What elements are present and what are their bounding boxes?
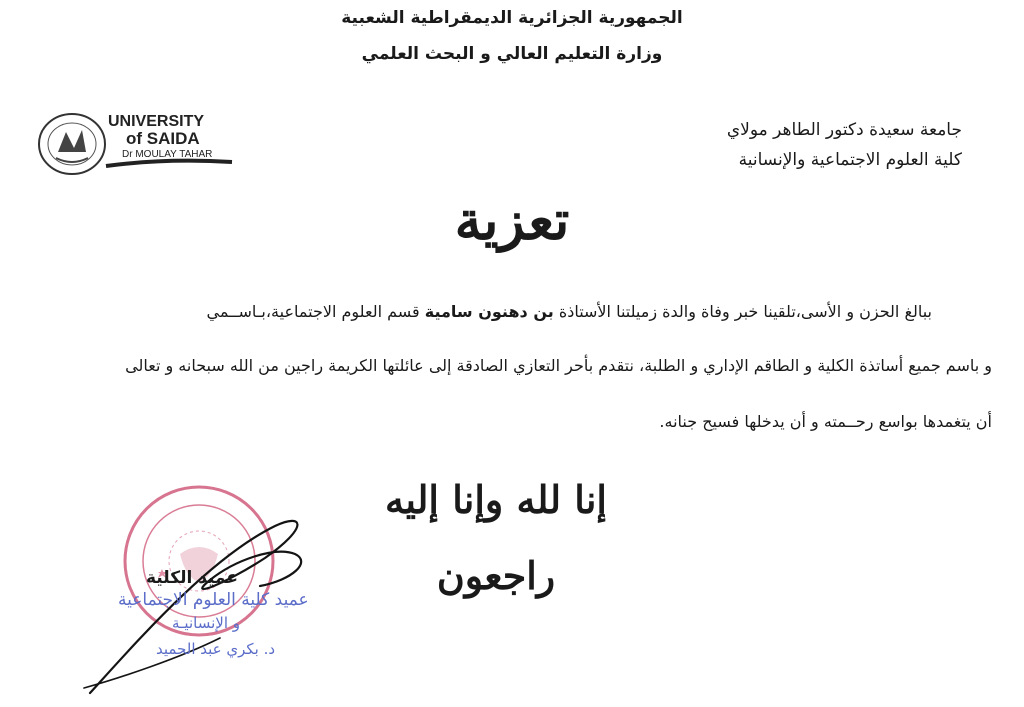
ministry-header: وزارة التعليم العالي و البحث العلمي [361, 44, 663, 64]
body-line-2: و باسم جميع أساتذة الكلية و الطاقم الإداري و الطلبة، نتقدم بأحر التعازي الصادقة إلى عائلتها الكريمة راجين من الله سبحانه و تعالى [125, 356, 992, 375]
stamp-text-dean: عميد كلية العلوم الاجتماعية [118, 590, 309, 610]
dean-title: عميد الكلية [146, 568, 238, 588]
colleague-name: بن دهنون سامية [424, 302, 554, 321]
faculty-name: كلية العلوم الاجتماعية والإنسانية [738, 150, 962, 170]
logo-text-saida: of SAIDA [126, 129, 200, 148]
body-line-3: أن يتغمدها بواسع رحــمته و أن يدخلها فسيح جنانه. [659, 412, 992, 431]
quran-verse-calligraphy: إنا لله وإنا إليه راجعون [385, 477, 607, 598]
stamp-text-signer-name: د. بكري عبد الحميد [156, 640, 276, 658]
body-line-1-start: ببالغ الحزن و الأسى،تلقينا خبر وفاة والدة زميلتنا الأستاذة [558, 302, 932, 321]
letter-title: تعزية [454, 188, 570, 252]
logo-text-university: UNIVERSITY [108, 113, 205, 130]
university-name: جامعة سعيدة دكتور الطاهر مولاي [726, 120, 962, 140]
body-line-1 [207, 302, 933, 321]
logo-text-moulay-tahar: Dr MOULAY TAHAR [122, 149, 213, 160]
republic-header: الجمهورية الجزائرية الديمقراطية الشعبية [341, 8, 683, 28]
body-line-1-end: قسم العلوم الاجتماعية،بـاســمي [206, 302, 420, 321]
stamp-text-humanities: و الإنسانيـة [172, 614, 240, 632]
university-logo [36, 108, 236, 180]
